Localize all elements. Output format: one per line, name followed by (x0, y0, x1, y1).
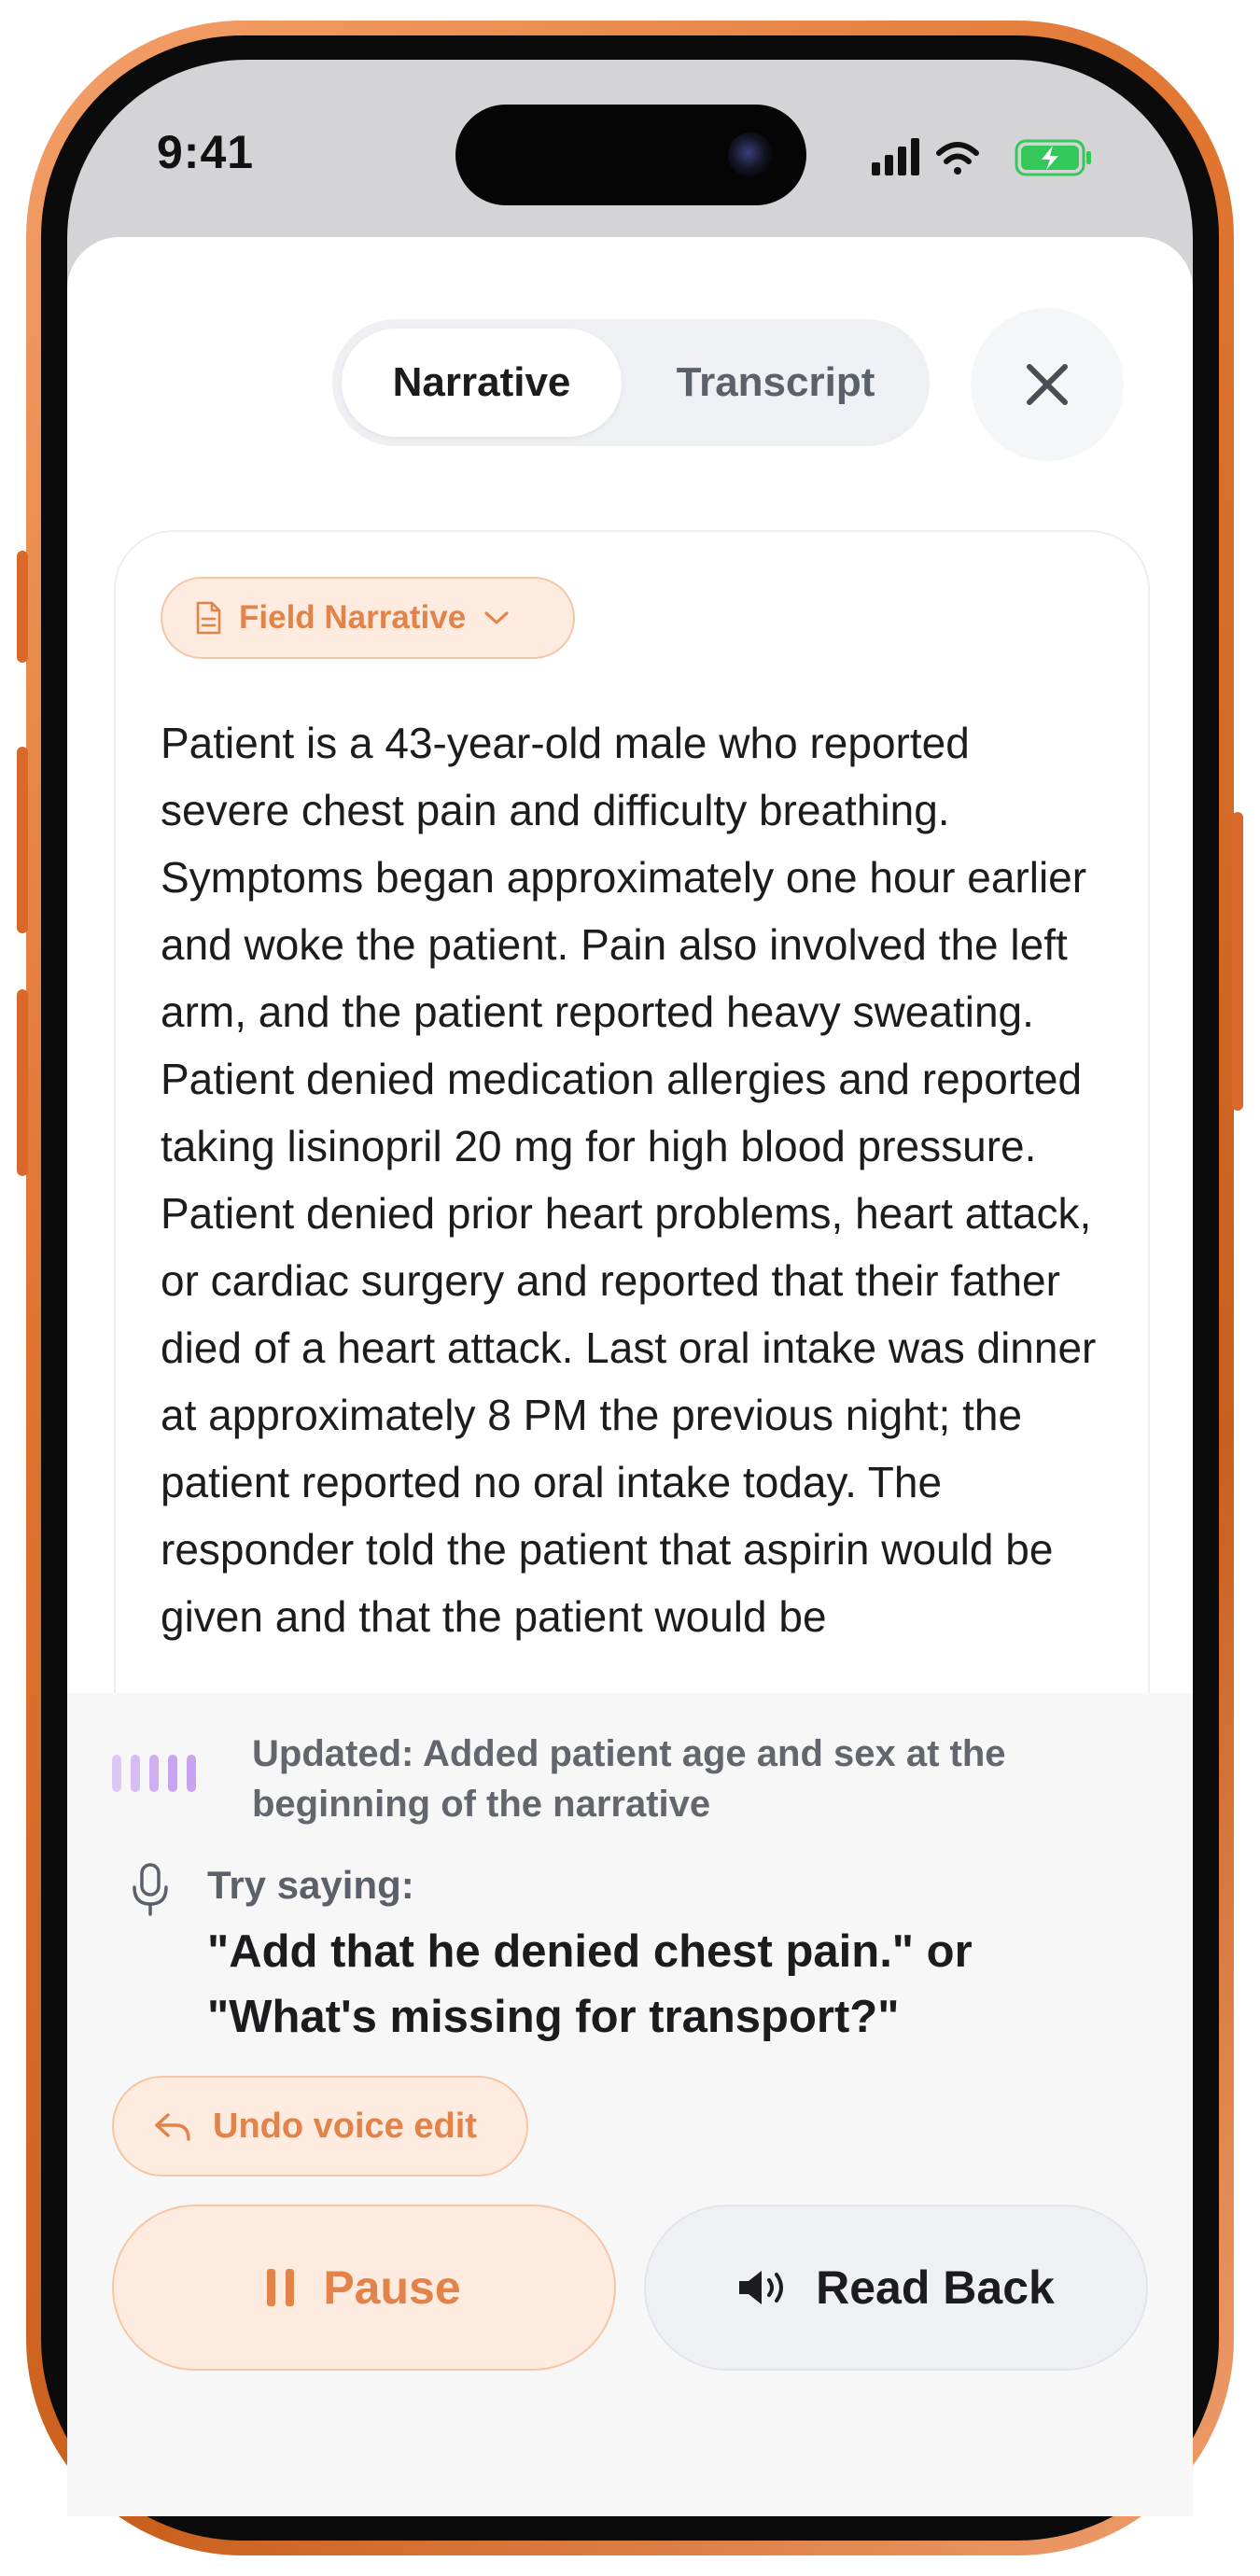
camera-icon (728, 133, 773, 177)
dynamic-island (455, 105, 806, 205)
volume-down-button (17, 989, 28, 1176)
undo-voice-edit-button[interactable] (112, 2076, 528, 2177)
action-button (17, 551, 28, 663)
pause-button[interactable] (112, 2205, 616, 2371)
pause-label: Pause (323, 2261, 461, 2314)
narrative-type-label: Field Narrative (239, 599, 467, 636)
chevron-down-icon (483, 609, 511, 627)
close-button[interactable] (971, 308, 1124, 461)
volume-up-button (17, 747, 28, 933)
narrative-type-dropdown[interactable] (161, 577, 575, 659)
status-time: 9:41 (157, 126, 255, 178)
signal-icon (872, 138, 919, 175)
close-icon (1024, 361, 1071, 408)
update-message: Updated: Added patient age and sex at the beginning of the narrative (252, 1733, 1006, 1825)
try-saying-label: Try saying: (207, 1863, 414, 1907)
tab-narrative[interactable]: Narrative (342, 329, 622, 437)
try-saying-examples: "Add that he denied chest pain." or "What's missing for transport?" (207, 1926, 973, 2042)
read-back-label: Read Back (816, 2261, 1055, 2314)
microphone-icon (131, 1863, 170, 1917)
view-segmented-control (332, 319, 930, 446)
voice-wave-icon (112, 1755, 196, 1792)
undo-icon (153, 2109, 192, 2143)
read-back-button[interactable] (644, 2205, 1148, 2371)
power-button (1232, 812, 1243, 1111)
battery-icon (1016, 141, 1091, 175)
status-icons (872, 136, 1096, 177)
document-icon (194, 601, 222, 635)
wifi-icon (939, 145, 976, 175)
speaker-icon (737, 2267, 791, 2308)
pause-icon (267, 2267, 295, 2308)
undo-voice-edit-label: Undo voice edit (213, 2106, 477, 2146)
narrative-text[interactable]: Patient is a 43-year-old male who reported severe chest pain and difficulty breathing. Symptoms began approximately one hour earlier and woke the patient. Pain also involved the left arm, and the patient reported heavy sweating. Patient denied medication allergies and reported taking lisinopril 20 mg for high blood pressure. Patient denied prior heart problems, heart attack, or cardiac surgery and reported that their father died of a heart attack. Last oral intake was dinner at approximately 8 PM the previous night; the patient reported no oral intake today. The responder told the patient that aspirin would be given and that the patient would be (161, 719, 1097, 1641)
tab-transcript[interactable]: Transcript (676, 359, 875, 405)
